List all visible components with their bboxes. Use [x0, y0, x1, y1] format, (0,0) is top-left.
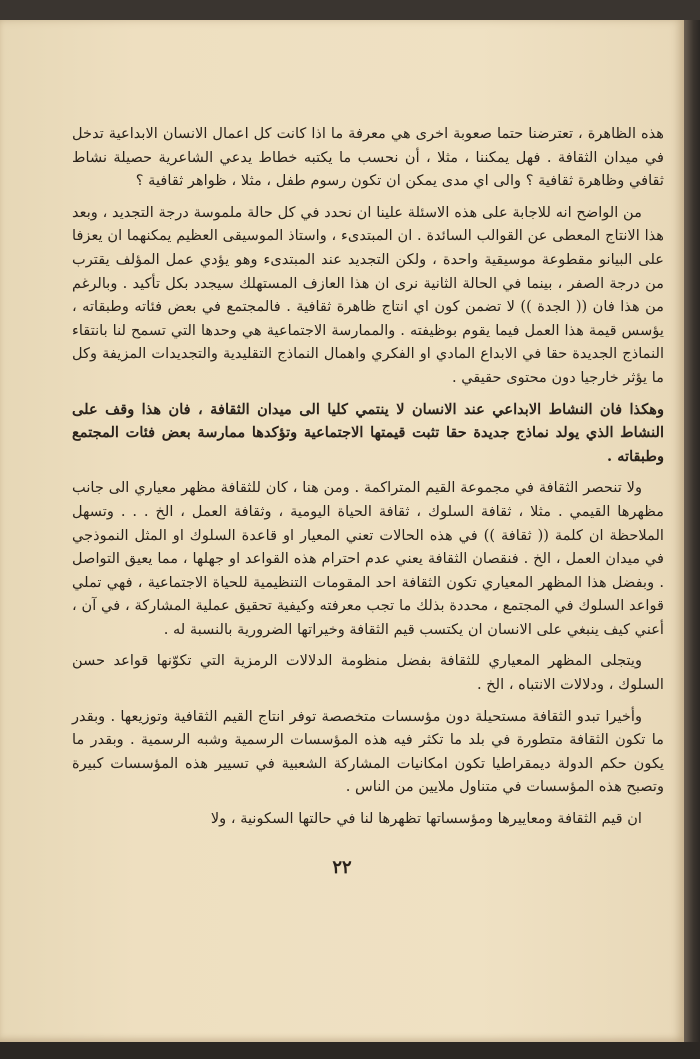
paragraph-1: هذه الظاهرة ، تعترضنا حتما صعوبة اخرى هي معرفة ما اذا كانت كل اعمال الانسان الابداعية تدخل في ميدان الثقافة . فهل يمكننا ، مثلا ، أن نحسب ما يكتبه خطاط يدعي الشاعرية حصيلة نشاط ثقافي وظاهرة ثقافية ؟ والى اي مدى يمكن ان تكون رسوم طفل ، مثلا ، ظواهر ثقافية ؟	[72, 125, 664, 190]
page-number: ٢٢	[332, 857, 352, 878]
paragraph-3-bold: وهكذا فان النشاط الابداعي عند الانسان لا ينتمي كليا الى ميدان الثقافة ، فان هذا وقف على النشاط الذي يولد نماذج جديدة حقا تثبت قيمتها الاجتماعية وتؤكدها ممارسة بعض فئات المجتمع وطبقاته .	[72, 400, 664, 465]
paragraph-5: ويتجلى المظهر المعياري للثقافة بفضل منظومة الدلالات الرمزية التي تكوّنها قواعد حسن السلوك ، ودلالات الانتباه ، الخ .	[72, 652, 664, 694]
paragraph-2: من الواضح انه للاجابة على هذه الاسئلة علينا ان نحدد في كل حالة ملموسة درجة التجديد ، وبعد هذا الانتاج المعطى عن القوالب السائدة . ان المبتدىء ، واستاذ الموسيقى العظيم يمكنهما ان يعزفا على البيانو مقطوعة موسيقية واحدة ، ولكن التجديد عند المبتدىء وهو يؤدي عمل المؤلف يقترب من درجة الصفر ، بينما في الحالة الثانية نرى ان هذا العازف المستهلك سيجدد بكل تأكيد . وبالرغم من هذا فان (( الجدة )) لا تضمن كون اي انتاج ظاهرة ثقافية . فالمجتمع في بعض فئاته وطبقاته ، يؤسس قيمة هذا العمل فيما يقوم بوظيفته . والممارسة الاجتماعية هي وحدها التي تسمح لنا بانتقاء النماذج الجديدة حقا في الابداع المادي او الفكري واهمال النماذج التقليدية والتجديدات المزيفة وكل ما يؤثر خارجيا دون محتوى حقيقي .	[72, 203, 664, 386]
paragraph-6: وأخيرا تبدو الثقافة مستحيلة دون مؤسسات متخصصة توفر انتاج القيم الثقافية وتوزيعها . وبقدر ما تكون الثقافة متطورة في بلد ما تكثر فيه هذه المؤسسات الرسمية وشبه الرسمية . وبقدر ما يكون حكم الدولة ديمقراطيا تكون امكانيات المشاركة الشعبية في تسيير هذه المؤسسات كبيرة وتصبح هذه المؤسسات في متناول ملايين من الناس .	[72, 707, 664, 796]
paragraph-7: ان قيم الثقافة ومعاييرها ومؤسساتها تظهرها لنا في حالتها السكونية ، ولا	[210, 810, 642, 828]
page-edge-shadow	[684, 20, 700, 1042]
page-body	[72, 122, 664, 839]
paragraph-4: ولا تنحصر الثقافة في مجموعة القيم المتراكمة . ومن هنا ، كان للثقافة مظهر معياري الى جانب مظهرها القيمي . مثلا ، ثقافة السلوك ، ثقافة الحياة اليومية ، وثقافة العمل ، الخ . . . وتسهل الملاحظة ان كلمة (( ثقافة )) في هذه الحالات تعني المعيار او قاعدة السلوك او المثل النموذجي في ميدان العمل ، الخ . فنقصان الثقافة يعني عدم احترام هذه القواعد او جهلها ، مما يعيق التواصل . وبفضل هذا المظهر المعياري تكون الثقافة احد المقومات التنظيمية للحياة الاجتماعية ، فهي تملي قواعد السلوك في المجتمع ، محددة بذلك ما تجب معرفته وكيفية تحقيق عملية المشاركة ، في آن ، أعني كيف ينبغي على الانسان ان يكتسب قيم الثقافة وخيراتها الضرورية بالنسبة له .	[72, 479, 664, 638]
